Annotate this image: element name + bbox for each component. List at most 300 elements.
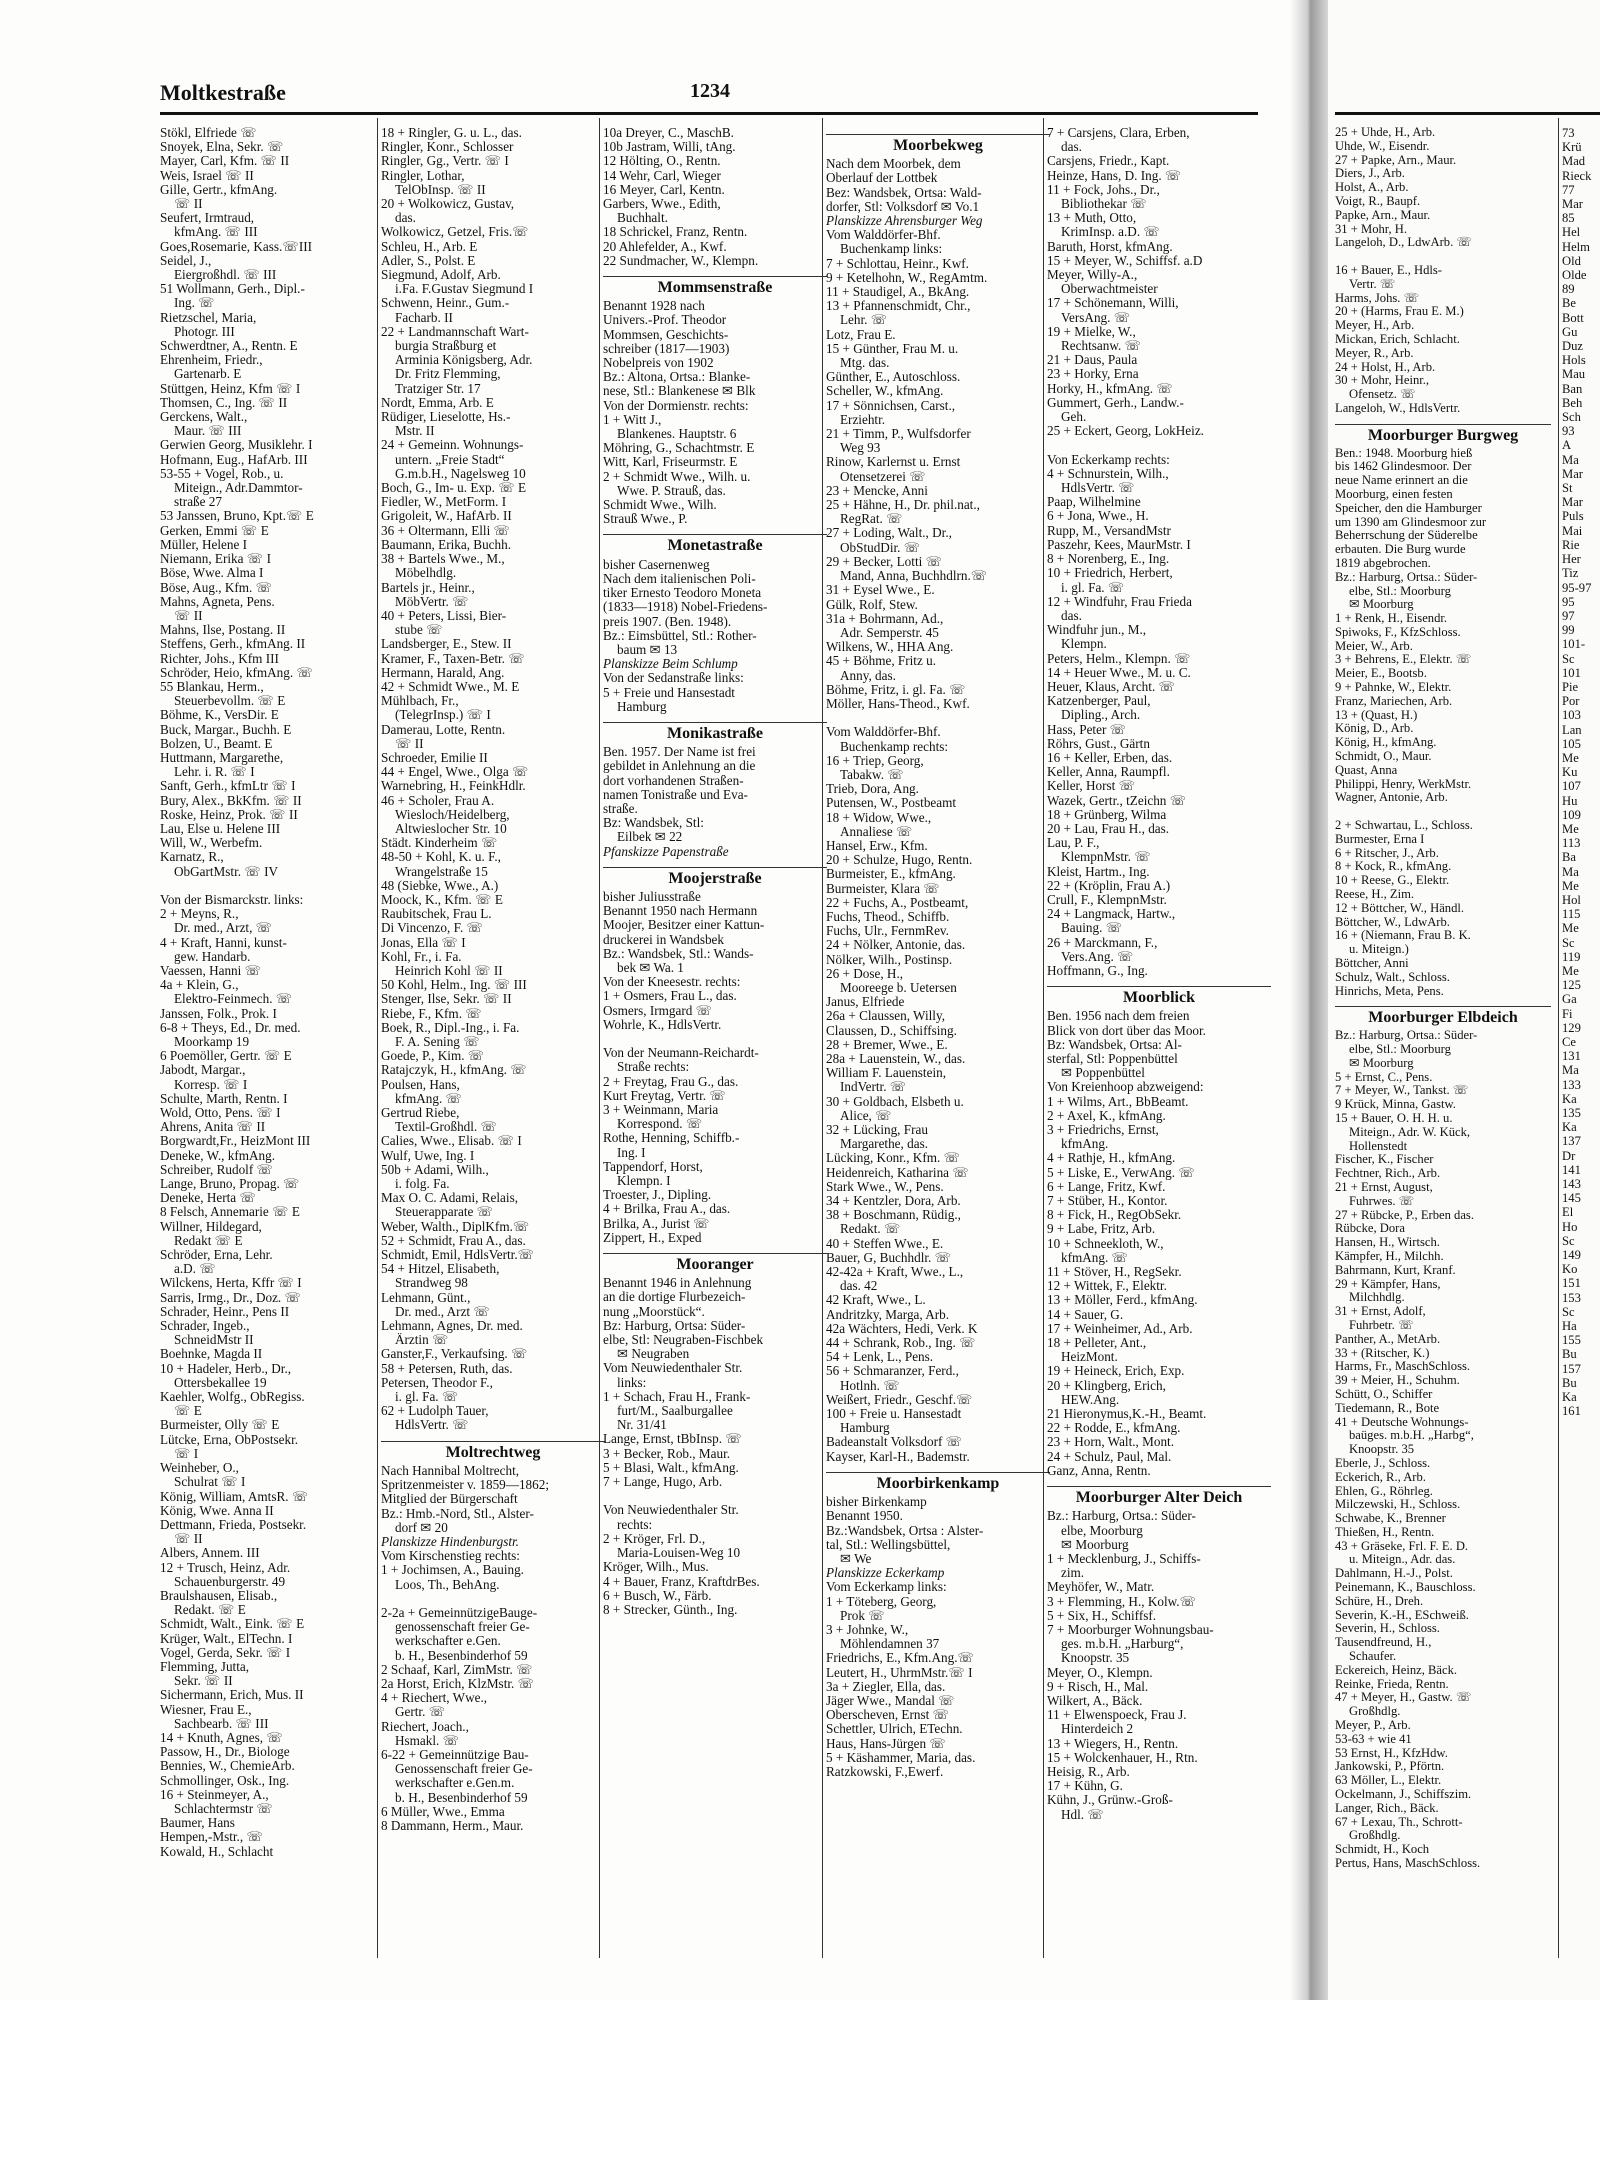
directory-entry: Geh.: [1061, 410, 1087, 425]
directory-entry: 20 Ahlefelder, A., Kwf.: [603, 239, 727, 254]
directory-entry: 44 + Schrank, Rob., Ing. ☏: [826, 1336, 976, 1351]
directory-entry: 4 + Schnurstein, Wilh.,: [1047, 466, 1169, 481]
directory-entry: Nölker, Wilh., Postinsp.: [826, 952, 953, 967]
directory-entry: Lehmann, Agnes, Dr. med.: [381, 1319, 523, 1334]
street-heading: Moorbekweg: [826, 134, 1050, 153]
directory-entry: ☏ II: [174, 197, 203, 212]
directory-entry: 141: [1562, 1162, 1581, 1177]
directory-entry: Burmeister, Olly ☏ E: [160, 1418, 280, 1433]
street-heading: Moorburger Elbdeich: [1335, 1006, 1551, 1025]
directory-entry: ☏ II: [395, 736, 424, 751]
directory-entry: Benannt 1950 nach Hermann: [603, 904, 758, 919]
directory-entry: 16 + (Niemann, Frau B. K.: [1335, 929, 1471, 943]
directory-entry: Moojer, Besitzer einer Kattun-: [603, 918, 765, 933]
directory-entry: Ba: [1562, 850, 1576, 865]
directory-entry: Ku: [1562, 765, 1578, 780]
directory-entry: Ganster,F., Verkaufsing. ☏: [381, 1347, 528, 1362]
directory-entry: 18 Schrickel, Franz, Rentn.: [603, 225, 748, 240]
directory-entry: Ben. 1956 nach dem freien: [1047, 1009, 1190, 1024]
directory-entry: Keller, Anna, Raumpfl.: [1047, 765, 1170, 780]
directory-entry: Kühn, J., Grünw.-Groß-: [1047, 1793, 1173, 1808]
directory-entry: HdlsVertr. ☏: [395, 1418, 469, 1433]
directory-entry: b. H., Besenbinderhof 59: [395, 1790, 528, 1805]
directory-entry: Wiesloch/Heidelberg,: [395, 807, 510, 822]
directory-entry: KrimInsp. a.D. ☏: [1061, 225, 1160, 240]
directory-entry: 137: [1562, 1134, 1581, 1149]
directory-entry: Pie: [1562, 679, 1579, 694]
directory-entry: Photogr. III: [174, 324, 235, 339]
directory-entry: dorf ✉ 20: [395, 1520, 448, 1535]
directory-entry: Lücking, Konr., Kfm. ☏: [826, 1151, 961, 1166]
directory-entry: Richter, Johs., Kfm III: [160, 651, 279, 666]
directory-entry: Weg 93: [840, 441, 881, 456]
directory-entry: Bahrmann, Kurt, Kranf.: [1335, 1263, 1456, 1277]
directory-entry: 5 + Ernst, C., Pens.: [1335, 1070, 1433, 1084]
spacer: [826, 711, 1050, 725]
street-heading: Monikastraße: [603, 722, 827, 741]
directory-entry: Dr: [1562, 1148, 1576, 1163]
directory-entry: Bz: Harburg, Ortsa: Süder-: [603, 1318, 746, 1333]
directory-entry: 73: [1562, 126, 1575, 140]
directory-entry: Eberle, J., Schloss.: [1335, 1456, 1431, 1470]
directory-entry: 11 + Fock, Johs., Dr.,: [1047, 182, 1160, 197]
directory-entry: Stenger, Ilse, Sekr. ☏ II: [381, 992, 512, 1007]
directory-entry: 24 + Langmack, Hartw.,: [1047, 907, 1176, 922]
directory-entry: Quast, Anna: [1335, 763, 1398, 777]
directory-entry: Dr. med., Arzt ☏: [395, 1304, 490, 1319]
directory-entry: Wazek, Gertr., tZeichn ☏: [1047, 793, 1187, 808]
directory-entry: Rupp, M., VersandMstr: [1047, 523, 1171, 538]
directory-entry: Me: [1562, 963, 1579, 978]
directory-entry: Bz.: Altona, Ortsa.: Blanke-: [603, 370, 751, 385]
directory-entry: Eckerich, R., Arb.: [1335, 1470, 1426, 1484]
directory-entry: 52 + Schmidt, Frau A., das.: [381, 1233, 526, 1248]
directory-entry: Tiedemann, R., Bote: [1335, 1401, 1440, 1415]
directory-entry: Großhdlg.: [1349, 1829, 1401, 1843]
directory-entry: Wrangelstraße 15: [395, 864, 488, 879]
directory-entry: 42-42a + Kraft, Wwe., L.,: [826, 1265, 964, 1280]
directory-entry: Jabodt, Margar.,: [160, 1063, 246, 1078]
directory-entry: Korresp. ☏ I: [174, 1077, 248, 1092]
directory-entry: 12 + Trusch, Heinz, Adr.: [160, 1560, 291, 1575]
directory-entry: Buck, Margar., Buchh. E: [160, 722, 292, 737]
directory-entry: 77: [1562, 182, 1575, 197]
directory-entry: Seufert, Irmtraud,: [160, 211, 255, 226]
directory-entry: 10a Dreyer, C., MaschB.: [603, 126, 734, 140]
directory-entry: Damerau, Lotte, Rentn.: [381, 722, 506, 737]
directory-entry: Papke, Arn., Maur.: [1335, 208, 1431, 222]
directory-entry: Hempen,-Mstr., ☏: [160, 1830, 263, 1845]
directory-entry: Gertr. ☏: [395, 1705, 446, 1720]
directory-entry: Ka: [1562, 1091, 1577, 1106]
spacer: [160, 879, 384, 893]
directory-entry: Steuerbevollm. ☏ E: [174, 694, 286, 709]
street-heading: Monetastraße: [603, 534, 827, 553]
directory-entry: Gerken, Emmi ☏ E: [160, 523, 269, 538]
header-rule-right: [1335, 112, 1600, 115]
directory-entry: Ärztin ☏: [395, 1333, 449, 1348]
directory-entry: 1 + Schach, Frau H., Frank-: [603, 1389, 751, 1404]
directory-entry: dorfer, Stl: Volksdorf ✉ Vo.1: [826, 199, 980, 214]
directory-entry: burgia Straßburg et: [395, 339, 497, 354]
directory-entry: 24 + Gemeinn. Wohnungs-: [381, 438, 524, 453]
directory-entry: Sc: [1562, 1233, 1575, 1248]
directory-entry: Von der Neumann-Reichardt-: [603, 1046, 759, 1061]
directory-entry: 3 + Johnke, W.,: [826, 1622, 909, 1637]
directory-entry: Mühlbach, Fr.,: [381, 694, 459, 709]
directory-entry: Heinrich Kohl ☏ II: [395, 963, 503, 978]
directory-column-2: [381, 126, 605, 1833]
directory-entry: 9 Krück, Minna, Gastw.: [1335, 1098, 1456, 1112]
directory-entry: Böhme, K., VersDir. E: [160, 708, 279, 723]
directory-entry: Mstr. II: [395, 424, 435, 439]
directory-entry: 21 + Ernst, August,: [1335, 1180, 1433, 1194]
directory-entry: Hermann, Harald, Ang.: [381, 665, 505, 680]
directory-entry: 5 + Liske, E., VerwAng. ☏: [1047, 1165, 1195, 1180]
directory-entry: Schmidt, H., Koch: [1335, 1843, 1430, 1857]
directory-entry: 1 + Mecklenburg, J., Schiffs-: [1047, 1551, 1201, 1566]
directory-entry: 1 + Jochimsen, A., Bauing.: [381, 1563, 524, 1578]
directory-entry: Univers.-Prof. Theodor: [603, 313, 727, 328]
directory-entry: Eiergroßhdl. ☏ III: [174, 268, 277, 283]
directory-entry: Benannt 1946 in Anlehnung: [603, 1276, 752, 1291]
directory-entry: Schroeder, Emilie II: [381, 750, 488, 765]
directory-entry: 58 + Petersen, Ruth, das.: [381, 1361, 513, 1376]
directory-entry: Boehnke, Magda II: [160, 1347, 263, 1362]
directory-entry: bisher Juliusstraße: [603, 889, 701, 904]
directory-entry: Baumann, Erika, Buchh.: [381, 537, 512, 552]
directory-entry: 3 + Becker, Rob., Maur.: [603, 1446, 731, 1461]
directory-entry: Bz.: Hmb.-Nord, Stl., Alster-: [381, 1506, 534, 1521]
directory-entry: Schulz, Walt., Schloss.: [1335, 970, 1450, 984]
directory-entry: Langeloh, W., HdlsVertr.: [1335, 401, 1461, 415]
directory-entry: i. folg. Fa.: [395, 1177, 450, 1192]
directory-entry: Elektro-Feinmech. ☏: [174, 992, 293, 1007]
directory-entry: Vers.Ang. ☏: [1061, 949, 1134, 964]
directory-entry: Gerckens, Walt.,: [160, 410, 248, 425]
directory-entry: Vertr. ☏: [1349, 277, 1396, 291]
street-heading: Moorburger Alter Deich: [1047, 1486, 1271, 1505]
directory-entry: Ha: [1562, 1319, 1577, 1334]
directory-entry: Seidel, J.,: [160, 253, 212, 268]
directory-entry: 12 + Wittek, F., Elektr.: [1047, 1279, 1167, 1294]
plan-reference: Planskizze Ahrensburger Weg: [826, 214, 983, 229]
directory-entry: Rübcke, Dora: [1335, 1222, 1405, 1236]
directory-entry: 151: [1562, 1276, 1581, 1291]
directory-entry: Mar: [1562, 495, 1583, 510]
directory-column-5: [1047, 126, 1271, 1822]
directory-entry: 12 + Böttcher, W., Händl.: [1335, 901, 1465, 915]
directory-entry: Steuerapparate ☏: [395, 1205, 494, 1220]
directory-entry: Kramer, F., Taxen-Betr. ☏: [381, 651, 525, 666]
directory-entry: Oberlauf der Lottbek: [826, 171, 938, 186]
directory-entry: Von der Dormienstr. rechts:: [603, 398, 749, 413]
directory-entry: Hansel, Erw., Kfm.: [826, 838, 928, 853]
directory-entry: Meyer, O., Klempn.: [1047, 1665, 1153, 1680]
directory-entry: sterfal, Stl: Poppenbüttel: [1047, 1052, 1178, 1066]
directory-entry: 67 + Lexau, Th., Schrott-: [1335, 1815, 1463, 1829]
directory-entry: 23 + Horn, Walt., Mont.: [1047, 1435, 1175, 1450]
directory-entry: preis 1907. (Ben. 1948).: [603, 614, 732, 629]
directory-entry: Tiz: [1562, 566, 1579, 581]
directory-entry: 30 + Goldbach, Elsbeth u.: [826, 1094, 964, 1109]
directory-entry: Sc: [1562, 935, 1575, 950]
directory-entry: Nordt, Emma, Arb. E: [381, 395, 494, 410]
directory-entry: Burmeister, E., kfmAng.: [826, 867, 956, 882]
directory-entry: Mooreege b. Uetersen: [840, 980, 957, 995]
directory-entry: Benannt 1928 nach: [603, 299, 705, 314]
directory-entry: 43 + Gräseke, Frl. F. E. D.: [1335, 1539, 1469, 1553]
header-rule: [160, 112, 1258, 115]
directory-entry: Hass, Peter ☏: [1047, 722, 1127, 737]
directory-entry: 28 + Bremer, Wwe., E.: [826, 1037, 948, 1052]
directory-entry: Burmester, Erna I: [1335, 832, 1425, 846]
directory-entry: König, William, AmtsR. ☏: [160, 1489, 309, 1504]
directory-entry: 3 + Friedrichs, Ernst,: [1047, 1123, 1159, 1138]
directory-entry: Miteign., Adr.Dammtor-: [174, 481, 303, 496]
directory-entry: Langeloh, D., LdwArb. ☏: [1335, 236, 1473, 250]
directory-entry: König, D., Arb.: [1335, 722, 1414, 736]
directory-entry: Kröger, Wilh., Mus.: [603, 1560, 709, 1575]
column-divider: [1558, 118, 1559, 1958]
directory-entry: 15 + Günther, Frau M. u.: [826, 341, 959, 356]
directory-entry: Hel: [1562, 225, 1581, 240]
plan-reference: Planskizze Hindenburgstr.: [381, 1534, 519, 1549]
directory-entry: 45 + Böhme, Fritz u.: [826, 654, 937, 669]
directory-entry: 1 + Osmers, Frau L., das.: [603, 989, 737, 1004]
directory-entry: Mitglied der Bürgerschaft: [381, 1492, 518, 1507]
directory-entry: Jankowski, P., Pförtn.: [1335, 1760, 1445, 1774]
directory-entry: Mickan, Erich, Schlacht.: [1335, 332, 1460, 346]
directory-entry: 7 + Schlottau, Heinr., Kwf.: [826, 256, 969, 271]
directory-entry: rechts:: [617, 1517, 653, 1532]
directory-entry: Raubitschek, Frau L.: [381, 907, 492, 922]
directory-entry: 20 + Wolkowicz, Gustav,: [381, 197, 515, 212]
directory-entry: Osmers, Irmgard ☏: [603, 1003, 713, 1018]
directory-entry: Bz.: Harburg, Ortsa.: Süder-: [1335, 1029, 1478, 1043]
directory-entry: 157: [1562, 1361, 1581, 1376]
directory-entry: Me: [1562, 821, 1579, 836]
directory-entry: 9 + Labe, Fritz, Arb.: [1047, 1222, 1156, 1237]
directory-entry: Kämpfer, H., Milchh.: [1335, 1249, 1444, 1263]
directory-entry: Kurt Freytag, Vertr. ☏: [603, 1088, 726, 1103]
directory-entry: Sekr. ☏ II: [174, 1674, 233, 1689]
directory-entry: Spiwoks, F., KfzSchloss.: [1335, 625, 1461, 639]
directory-entry: kfmAng. ☏: [1061, 1250, 1129, 1265]
directory-entry: 6-22 + Gemeinnützige Bau-: [381, 1747, 529, 1762]
directory-entry: Böttcher, Anni: [1335, 957, 1409, 971]
directory-entry: Ban: [1562, 381, 1583, 396]
directory-entry: Gertrud Riebe,: [381, 1106, 460, 1121]
directory-entry: elbe, Stl.: Moorburg: [1349, 584, 1451, 598]
directory-entry: 6 Müller, Wwe., Emma: [381, 1804, 505, 1819]
directory-entry: 4 + Rathje, H., kfmAng.: [1047, 1151, 1176, 1166]
directory-entry: i.Fa. F.Gustav Siegmund I: [395, 282, 534, 297]
directory-entry: Diers, J., Arb.: [1335, 167, 1405, 181]
directory-entry: 42 + Schmidt Wwe., M. E: [381, 679, 520, 694]
directory-entry: 13 + Pfannenschmidt, Chr.,: [826, 299, 971, 314]
directory-entry: A: [1562, 438, 1572, 453]
directory-entry: Sachbearb. ☏ III: [174, 1716, 269, 1731]
directory-entry: Eckereich, Heinz, Bäck.: [1335, 1663, 1458, 1677]
directory-entry: 2 + Kröger, Frl. D.,: [603, 1531, 706, 1546]
directory-entry: 15 + Bauer, O. H. H. u.: [1335, 1111, 1453, 1125]
directory-entry: Friedrichs, E., Kfm.Ang.☏: [826, 1651, 974, 1666]
directory-entry: 25 + Uhde, H., Arb.: [1335, 126, 1436, 139]
directory-entry: ☏ II: [174, 608, 203, 623]
directory-entry: 22 + Landmannschaft Wart-: [381, 324, 529, 339]
directory-entry: Fuhrwes. ☏: [1349, 1194, 1415, 1208]
directory-entry: KlempnMstr. ☏: [1061, 850, 1151, 865]
directory-entry: 25 + Hähne, H., Dr. phil.nat.,: [826, 498, 980, 513]
directory-entry: 129: [1562, 1020, 1581, 1035]
directory-entry: Schaufer.: [1349, 1650, 1397, 1664]
directory-entry: 5 + Freie und Hansestadt: [603, 685, 735, 700]
directory-entry: 109: [1562, 807, 1581, 822]
directory-entry: Sch: [1562, 410, 1581, 425]
directory-entry: 149: [1562, 1248, 1581, 1263]
directory-entry: Kayser, Karl-H., Bademstr.: [826, 1449, 970, 1464]
directory-entry: Ka: [1562, 1120, 1577, 1135]
directory-entry: druckerei in Wandsbek: [603, 932, 725, 947]
directory-entry: Hofmann, Eug., HafArb. III: [160, 452, 308, 467]
directory-entry: bis 1462 Glindesmoor. Der: [1335, 460, 1472, 474]
directory-entry: Stark Wwe., W., Pens.: [826, 1179, 944, 1194]
directory-entry: Erziehtr.: [840, 412, 886, 427]
directory-entry: Ing. ☏: [174, 296, 215, 311]
directory-entry: Ho: [1562, 1219, 1578, 1234]
directory-entry: Vom Kirschenstieg rechts:: [381, 1549, 520, 1564]
scan-margin: [0, 2000, 1600, 2177]
directory-entry: Mahns, Agneta, Pens.: [160, 594, 275, 609]
directory-entry: nung „Moorstück“.: [603, 1304, 705, 1319]
directory-entry: ✉ Moorburg: [1061, 1537, 1129, 1552]
directory-entry: Helm: [1562, 239, 1590, 254]
directory-entry: Zippert, H., Exped: [603, 1230, 702, 1245]
directory-entry: Heidenreich, Katharina ☏: [826, 1165, 969, 1180]
directory-entry: Anny, das.: [840, 668, 896, 683]
directory-entry: Andritzky, Marga, Arb.: [826, 1307, 950, 1322]
directory-entry: Baruth, Horst, kfmAng.: [1047, 239, 1173, 254]
directory-entry: 145: [1562, 1191, 1581, 1206]
directory-entry: Weber, Walth., DiplKfm.☏: [381, 1219, 530, 1234]
directory-entry: 1 + Töteberg, Georg,: [826, 1594, 937, 1609]
directory-entry: 14 Wehr, Carl, Wieger: [603, 168, 721, 183]
directory-entry: Meyer, H., Arb.: [1335, 319, 1415, 333]
directory-entry: 143: [1562, 1177, 1581, 1192]
directory-entry: Riebe, F., Kfm. ☏: [381, 1006, 482, 1021]
directory-entry: Boek, R., Dipl.-Ing., i. Fa.: [381, 1020, 520, 1035]
directory-entry: Severin, H., Schloss.: [1335, 1622, 1440, 1636]
directory-entry: Snoyek, Elna, Sekr. ☏: [160, 140, 284, 155]
directory-entry: 38 + Bartels Wwe., M.,: [381, 552, 505, 567]
directory-entry: 19 + Heineck, Erich, Exp.: [1047, 1364, 1185, 1379]
directory-entry: i. gl. Fa. ☏: [1061, 580, 1125, 595]
directory-entry: Burmeister, Klara ☏: [826, 881, 940, 896]
directory-entry: HeizMont.: [1061, 1350, 1118, 1365]
directory-entry: Carsjens, Friedr., Kapt.: [1047, 154, 1170, 169]
directory-entry: Tappendorf, Horst,: [603, 1159, 703, 1174]
directory-entry: Ma: [1562, 864, 1579, 879]
directory-entry: Wohrle, K., HdlsVertr.: [603, 1017, 722, 1032]
book-gutter: [1290, 0, 1328, 2000]
directory-entry: 53-55 + Vogel, Rob., u.: [160, 466, 284, 481]
directory-entry: Ratzkowski, F.,Ewerf.: [826, 1764, 944, 1779]
directory-entry: 16 + Keller, Erben, das.: [1047, 750, 1173, 765]
directory-entry: Wagner, Antonie, Arb.: [1335, 791, 1448, 805]
directory-entry: 2 + Schmidt Wwe., Wilh. u.: [603, 469, 751, 484]
directory-entry: Wilckens, Herta, Kffr ☏ I: [160, 1276, 302, 1291]
spacer: [603, 1489, 827, 1503]
directory-entry: kfmAng. ☏: [395, 1091, 463, 1106]
directory-entry: 23 + Horky, Erna: [1047, 367, 1139, 382]
directory-entry: 31 + Mohr, H.: [1335, 222, 1408, 236]
directory-entry: bisher Casernenweg: [603, 557, 710, 572]
directory-entry: Wulf, Uwe, Ing. I: [381, 1148, 475, 1163]
directory-entry: 8 + Strecker, Günth., Ing.: [603, 1602, 738, 1617]
directory-entry: 11 + Stöver, H., RegSekr.: [1047, 1265, 1182, 1280]
directory-entry: Sc: [1562, 1304, 1575, 1319]
directory-entry: Fuhrbetr. ☏: [1349, 1318, 1414, 1332]
directory-entry: 19 + Mielke, W.,: [1047, 324, 1136, 339]
plan-reference: Planskizze Eckerkamp: [826, 1566, 945, 1581]
directory-entry: Bu: [1562, 1347, 1577, 1362]
directory-entry: 15 + Meyer, W., Schiffsf. a.D: [1047, 253, 1203, 268]
directory-entry: Fechtner, Rich., Arb.: [1335, 1167, 1441, 1181]
directory-entry: Ma: [1562, 1063, 1579, 1078]
directory-entry: Städt. Kinderheim ☏: [381, 836, 498, 851]
directory-entry: Böse, Wwe. Alma I: [160, 566, 264, 581]
directory-entry: Schröder, Heio, kfmAng. ☏: [160, 665, 313, 680]
directory-entry: Lehr. ☏: [840, 313, 888, 328]
directory-entry: Tabakw. ☏: [840, 767, 904, 782]
directory-entry: Voigt, R., Baupf.: [1335, 194, 1421, 208]
directory-entry: William F. Lauenstein,: [826, 1066, 947, 1081]
directory-entry: 115: [1562, 907, 1581, 922]
directory-entry: Mar: [1562, 197, 1583, 212]
directory-entry: 11 + Elwenspoeck, Frau J.: [1047, 1708, 1187, 1723]
directory-column-4: [826, 126, 1050, 1779]
directory-entry: Landsberger, E., Stew. II: [381, 637, 512, 652]
directory-entry: tiker Ernesto Teodoro Moneta: [603, 586, 762, 601]
directory-entry: Mau: [1562, 367, 1586, 382]
directory-entry: Röhrs, Gust., Gärtn: [1047, 736, 1150, 751]
directory-entry: Schettler, Ulrich, ETechn.: [826, 1722, 963, 1737]
directory-entry: Knoopstr. 35: [1349, 1443, 1415, 1457]
directory-entry: Hinrichs, Meta, Pens.: [1335, 984, 1444, 998]
directory-entry: straße.: [603, 801, 638, 816]
directory-entry: 27 + Papke, Arn., Maur.: [1335, 153, 1457, 167]
directory-entry: Bz: Wandsbek, Ortsa: Al-: [1047, 1037, 1182, 1052]
directory-entry: 17 + Kühn, G.: [1047, 1779, 1123, 1794]
directory-entry: 7 + Carsjens, Clara, Erben,: [1047, 126, 1190, 140]
directory-entry: Baumer, Hans: [160, 1816, 235, 1831]
directory-entry: 93: [1562, 424, 1575, 439]
directory-entry: Mand, Anna, Buchhdlrn.☏: [840, 569, 988, 584]
directory-entry: Großhdlg.: [1349, 1705, 1401, 1719]
directory-entry: Meyer, Willy-A.,: [1047, 268, 1138, 283]
directory-entry: Ga: [1562, 992, 1577, 1007]
directory-entry: Von der Kneesestr. rechts:: [603, 975, 741, 990]
directory-entry: Mommsen, Geschichts-: [603, 327, 729, 342]
directory-entry: Siegmund, Adolf, Arb.: [381, 268, 501, 283]
directory-entry: Meyer, R., Arb.: [1335, 346, 1414, 360]
directory-entry: 20 + Klingberg, Erich,: [1047, 1378, 1166, 1393]
directory-entry: 8 Dammann, Herm., Maur.: [381, 1818, 524, 1833]
directory-entry: 22 Sundmacher, W., Klempn.: [603, 253, 759, 268]
directory-entry: Adler, S., Polst. E: [381, 253, 476, 268]
directory-entry: 99: [1562, 623, 1575, 638]
